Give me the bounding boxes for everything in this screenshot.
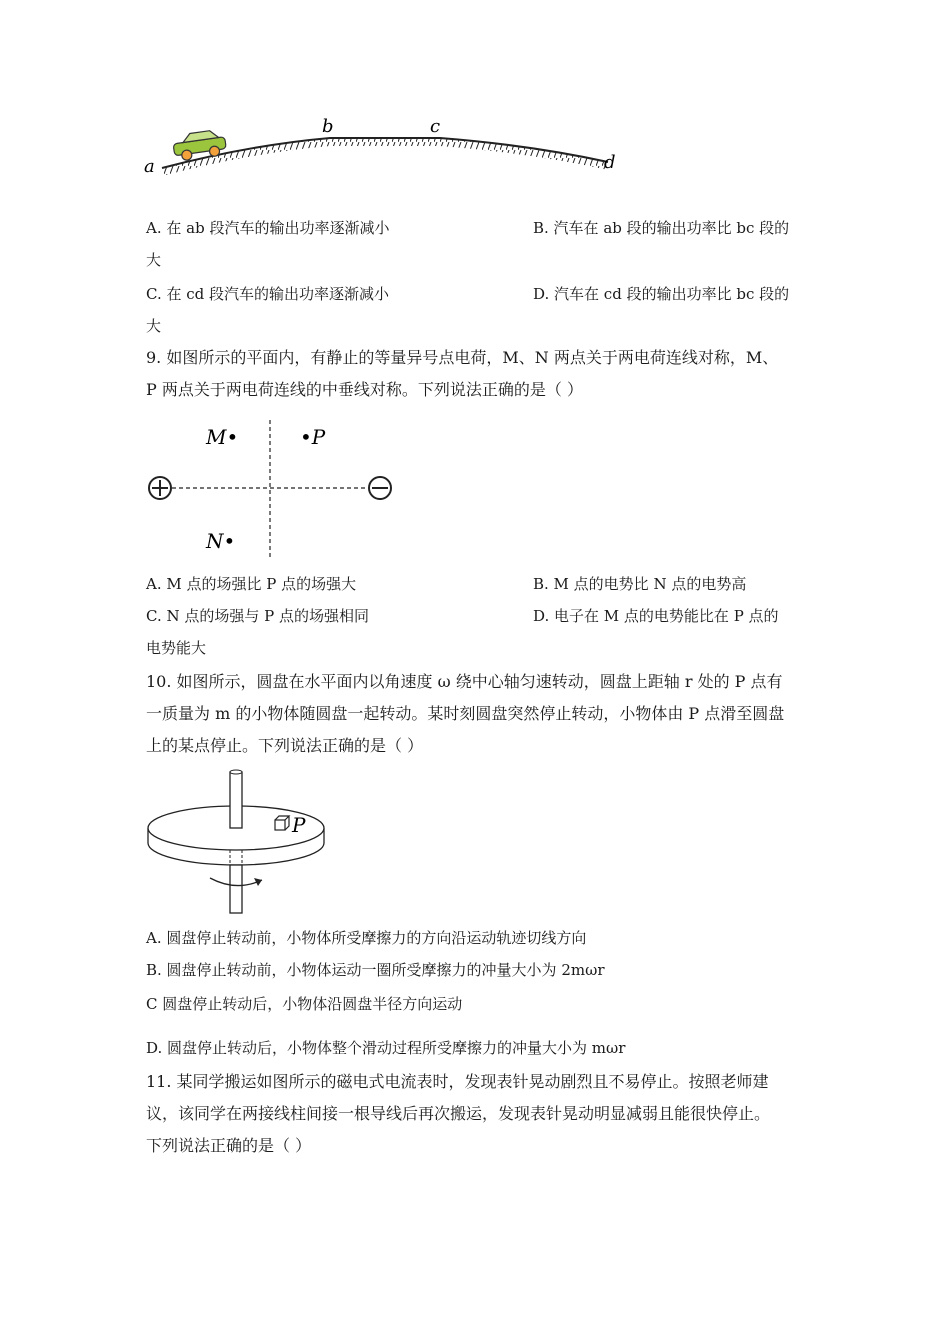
q9-option-b: B. M 点的电势比 N 点的电势高 xyxy=(533,575,747,593)
q8-option-a: A. 在 ab 段汽车的输出功率逐渐减小 xyxy=(146,219,390,237)
q11-stem-line1: 11. 某同学搬运如图所示的磁电式电流表时，发现表针晃动剧烈且不易停止。按照老师建 xyxy=(146,1072,769,1091)
q10-option-d: D. 圆盘停止转动后，小物体整个滑动过程所受摩擦力的冲量大小为 mωr xyxy=(146,1039,626,1057)
axis-top xyxy=(230,772,242,828)
q9-stem-line1: 9. 如图所示的平面内，有静止的等量异号点电荷，M、N 两点关于两电荷连线对称，M、 xyxy=(146,348,779,367)
q8-option-b-cont: 大 xyxy=(146,251,162,269)
q8-option-b: B. 汽车在 ab 段的输出功率比 bc 段的 xyxy=(533,219,790,237)
negative-charge-icon xyxy=(369,477,391,499)
q11-stem-line3: 下列说法正确的是（ ） xyxy=(146,1136,312,1155)
q11-stem-line2: 议，该同学在两接线柱间接一根导线后再次搬运，发现表针晃动明显减弱且能很快停止。 xyxy=(146,1104,771,1123)
q8-option-d-cont: 大 xyxy=(146,317,162,335)
q10-stem-line1: 10. 如图所示，圆盘在水平面内以角速度 ω 绕中心轴匀速转动，圆盘上距轴 r 处的 P 点有 xyxy=(146,672,783,691)
q9-stem-line2: P 两点关于两电荷连线的中垂线对称。下列说法正确的是（ ） xyxy=(146,380,583,399)
positive-charge-icon xyxy=(149,477,171,499)
q10-stem-line2: 一质量为 m 的小物体随圆盘一起转动。某时刻圆盘突然停止转动，小物体由 P 点滑至圆盘 xyxy=(146,704,785,723)
q10-option-c: C 圆盘停止转动后，小物体沿圆盘半径方向运动 xyxy=(146,995,463,1013)
point-n: N• xyxy=(206,529,236,553)
road-hatching xyxy=(162,138,608,176)
q9-option-d: D. 电子在 M 点的电势能比在 P 点的 xyxy=(533,607,779,625)
point-p: •P xyxy=(300,425,326,449)
q9-option-d-cont: 电势能大 xyxy=(146,639,207,657)
axis-bottom xyxy=(230,865,242,913)
q10-option-b: B. 圆盘停止转动前，小物体运动一圈所受摩擦力的冲量大小为 2mωr xyxy=(146,961,605,979)
q8-option-d: D. 汽车在 cd 段的输出功率比 bc 段的 xyxy=(533,285,790,303)
label-c: c xyxy=(430,116,441,137)
label-d: d xyxy=(604,152,616,173)
point-p-disc: P xyxy=(292,813,306,837)
q9-option-a: A. M 点的场强比 P 点的场强大 xyxy=(146,575,357,593)
charges-figure xyxy=(140,418,410,563)
label-b: b xyxy=(322,116,334,137)
q10-stem-line3: 上的某点停止。下列说法正确的是（ ） xyxy=(146,736,424,755)
disc-figure xyxy=(140,768,340,918)
q8-option-c: C. 在 cd 段汽车的输出功率逐渐减小 xyxy=(146,285,390,303)
point-m: M• xyxy=(206,425,239,449)
label-a: a xyxy=(144,156,155,177)
q10-option-a: A. 圆盘停止转动前，小物体所受摩擦力的方向沿运动轨迹切线方向 xyxy=(146,929,587,947)
q9-option-c: C. N 点的场强与 P 点的场强相同 xyxy=(146,607,370,625)
road-figure xyxy=(140,110,630,190)
